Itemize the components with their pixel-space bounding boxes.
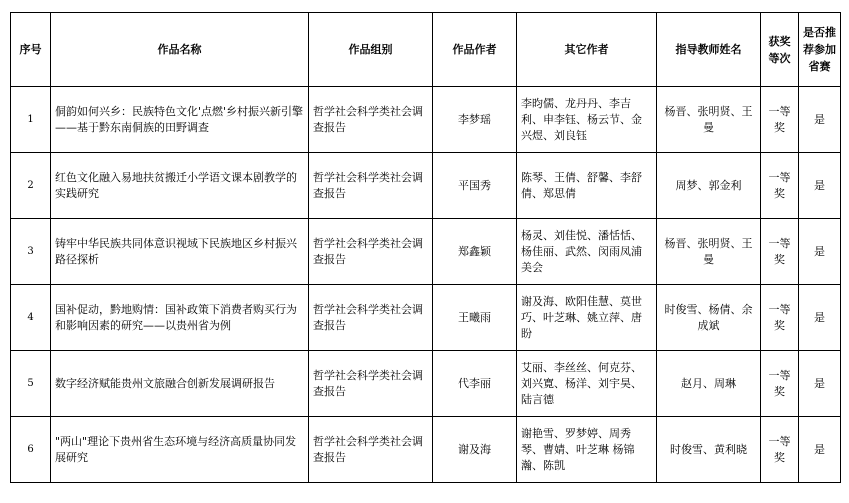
row-title: 铸牢中华民族共同体意识视域下民族地区乡村振兴路径探析 bbox=[51, 219, 309, 285]
header-award-rank: 获奖等次 bbox=[761, 13, 799, 87]
row-no: 6 bbox=[11, 417, 51, 483]
row-category: 哲学社会科学类社会调查报告 bbox=[309, 351, 433, 417]
row-category: 哲学社会科学类社会调查报告 bbox=[309, 219, 433, 285]
row-recommend: 是 bbox=[799, 285, 841, 351]
header-advisor: 指导教师姓名 bbox=[657, 13, 761, 87]
row-award-rank: 一等奖 bbox=[761, 351, 799, 417]
row-author: 王曦雨 bbox=[433, 285, 517, 351]
row-other-authors: 陈琴、王倩、舒馨、李舒倩、郑思倩 bbox=[517, 153, 657, 219]
table-row bbox=[11, 351, 841, 417]
row-advisor: 时俊雪、杨倩、余成斌 bbox=[657, 285, 761, 351]
row-title: 国补促动，黔地购情：国补政策下消费者购买行为和影响因素的研究——以贵州省为例 bbox=[51, 285, 309, 351]
header-row bbox=[11, 13, 841, 87]
table-row bbox=[11, 153, 841, 219]
award-table bbox=[10, 12, 841, 483]
row-other-authors: 杨灵、刘佳悦、潘恬恬、杨佳丽、武然、闵雨凤浦美会 bbox=[517, 219, 657, 285]
row-title: "两山"理论下贵州省生态环境与经济高质量协同发展研究 bbox=[51, 417, 309, 483]
row-advisor: 周梦、郭金利 bbox=[657, 153, 761, 219]
row-other-authors: 谢艳雪、罗梦婷、周秀琴、曹婧、叶芝琳 杨锦瀚、陈凯 bbox=[517, 417, 657, 483]
row-category: 哲学社会科学类社会调查报告 bbox=[309, 417, 433, 483]
row-award-rank: 一等奖 bbox=[761, 219, 799, 285]
row-award-rank: 一等奖 bbox=[761, 87, 799, 153]
header-other-authors: 其它作者 bbox=[517, 13, 657, 87]
row-other-authors: 谢及海、欧阳佳慧、莫世巧、叶芝琳、姚立萍、唐盼 bbox=[517, 285, 657, 351]
table-row bbox=[11, 87, 841, 153]
header-no: 序号 bbox=[11, 13, 51, 87]
row-advisor: 赵月、周琳 bbox=[657, 351, 761, 417]
header-category: 作品组别 bbox=[309, 13, 433, 87]
header-author: 作品作者 bbox=[433, 13, 517, 87]
row-advisor: 杨晋、张明贤、王曼 bbox=[657, 219, 761, 285]
row-other-authors: 艾丽、李丝丝、何克芬、刘兴寛、杨洋、刘宇昊、陆言德 bbox=[517, 351, 657, 417]
row-title: 红色文化融入易地扶贫搬迁小学语文课本剧教学的实践研究 bbox=[51, 153, 309, 219]
row-no: 4 bbox=[11, 285, 51, 351]
header-recommend: 是否推荐参加省赛 bbox=[799, 13, 841, 87]
row-other-authors: 李昀儒、龙丹丹、李吉利、申李钰、杨云节、金兴煜、刘良钰 bbox=[517, 87, 657, 153]
row-no: 5 bbox=[11, 351, 51, 417]
row-author: 郑鑫颖 bbox=[433, 219, 517, 285]
row-award-rank: 一等奖 bbox=[761, 285, 799, 351]
row-author: 谢及海 bbox=[433, 417, 517, 483]
row-no: 1 bbox=[11, 87, 51, 153]
row-no: 2 bbox=[11, 153, 51, 219]
row-author: 李梦瑶 bbox=[433, 87, 517, 153]
table-row bbox=[11, 219, 841, 285]
row-advisor: 杨晋、张明贤、王曼 bbox=[657, 87, 761, 153]
row-title: 侗韵如何兴乡：民族特色文化'点燃'乡村振兴新引擎——基于黔东南侗族的田野调查 bbox=[51, 87, 309, 153]
row-category: 哲学社会科学类社会调查报告 bbox=[309, 87, 433, 153]
row-award-rank: 一等奖 bbox=[761, 417, 799, 483]
row-category: 哲学社会科学类社会调查报告 bbox=[309, 153, 433, 219]
row-author: 代李丽 bbox=[433, 351, 517, 417]
row-recommend: 是 bbox=[799, 351, 841, 417]
header-title: 作品名称 bbox=[51, 13, 309, 87]
row-recommend: 是 bbox=[799, 87, 841, 153]
table-row bbox=[11, 285, 841, 351]
row-recommend: 是 bbox=[799, 153, 841, 219]
row-award-rank: 一等奖 bbox=[761, 153, 799, 219]
row-category: 哲学社会科学类社会调查报告 bbox=[309, 285, 433, 351]
table-row bbox=[11, 417, 841, 483]
row-no: 3 bbox=[11, 219, 51, 285]
row-title: 数字经济赋能贵州文旅融合创新发展调研报告 bbox=[51, 351, 309, 417]
row-recommend: 是 bbox=[799, 219, 841, 285]
row-author: 平国秀 bbox=[433, 153, 517, 219]
row-advisor: 时俊雪、黄利晓 bbox=[657, 417, 761, 483]
row-recommend: 是 bbox=[799, 417, 841, 483]
